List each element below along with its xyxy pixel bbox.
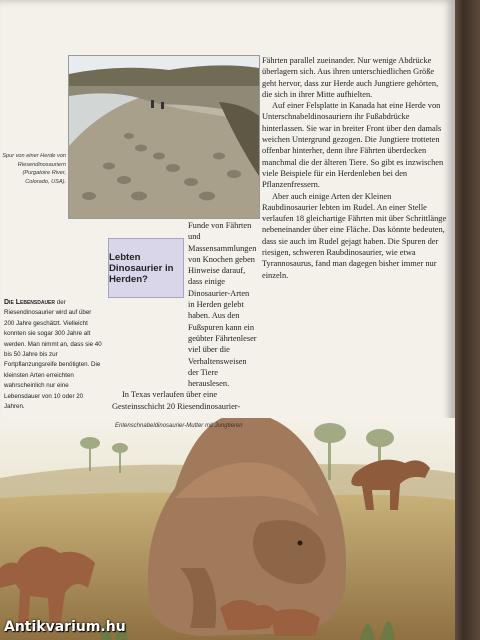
right-text-column xyxy=(262,55,447,281)
paragraph: Funde von Fährten und Massensammlungen von Knochen geben Hinweise darauf, dass einige Dinosaurier-Arten in Herden gelebt haben. Aus den Fußspuren kann ein geübter Fährtenleser viel über die Verhaltensweisen der Tiere herauslesen. xyxy=(188,221,257,389)
watermark-text: Antikvarium.hu xyxy=(4,619,126,635)
trackway-photo xyxy=(68,55,260,219)
sidebar-body: der Riesendinosaurier wird auf über 200 Jahre geschätzt. Vielleicht konnten sie sogar 300 Jahre alt werden. Man nimmt an, dass sie 40 bis 50 Jahre bis zur Fortpflanzungsreife benötigten. Die kleinsten Arten erreichten wahrscheinlich nur eine Lebensdauer von 10 oder 20 Jahren. xyxy=(4,299,102,411)
dinosaur-illustration xyxy=(0,418,455,640)
book-spine xyxy=(452,0,480,640)
paragraph: Auf einer Felsplatte in Kanada hat eine Herde von Unterschnabeldinosauriern ihr Fußabdrücke hinterlassen. Sie war in breiter Front über den damals weichen Untergrund gezogen. Die Jungtiere trotteten offenbar hinterher, denn ihre Fährten überdecken manchmal die der älteren Tiere. So gibt es inzwischen viele Beispiele für ein Herdenleben bei den Pflanzenfressern. xyxy=(262,101,444,190)
photo-caption: Spur von einer Herde von Riesendinosauriern (Purgatoire River, Colorado, USA). xyxy=(2,153,66,185)
paragraph: Fährten parallel zueinander. Nur wenige Abdrücke überlagern sich. Aus ihren unterschiedlichen Größe geht hervor, dass zur Herde auch Jungtiere gehörten, die sich in ihrer Mitte aufhielten. xyxy=(262,56,439,99)
paragraph: Aber auch einige Arten der Kleinen Raubdinosaurier lebten im Rudel. An einer Stelle verlaufen 18 gleichartige Fährten mit über Schrittlänge nebeneinander über eine Fläche. Das könnte bedeuten, dass sie auch im Rudel gejagt haben. Die Spuren der riesigen, schweren Raubdinosaurier, wie etwa Tyrannosaurus, fand man dagegen bisher immer nur einzeln. xyxy=(262,191,447,280)
lifespan-sidebar xyxy=(4,298,102,412)
paragraph: In Texas verlaufen über eine Gesteinsschicht 20 Riesendinosaurier- xyxy=(112,390,241,411)
sidebar-heading: Die Lebensdauer xyxy=(4,299,56,306)
question-box-text: Lebten Dinosaurier in Herden? xyxy=(109,251,174,285)
illustration-caption: Entenschnabeldinosaurier-Mutter mit Jungtieren xyxy=(115,423,243,429)
middle-text-column xyxy=(112,220,257,412)
